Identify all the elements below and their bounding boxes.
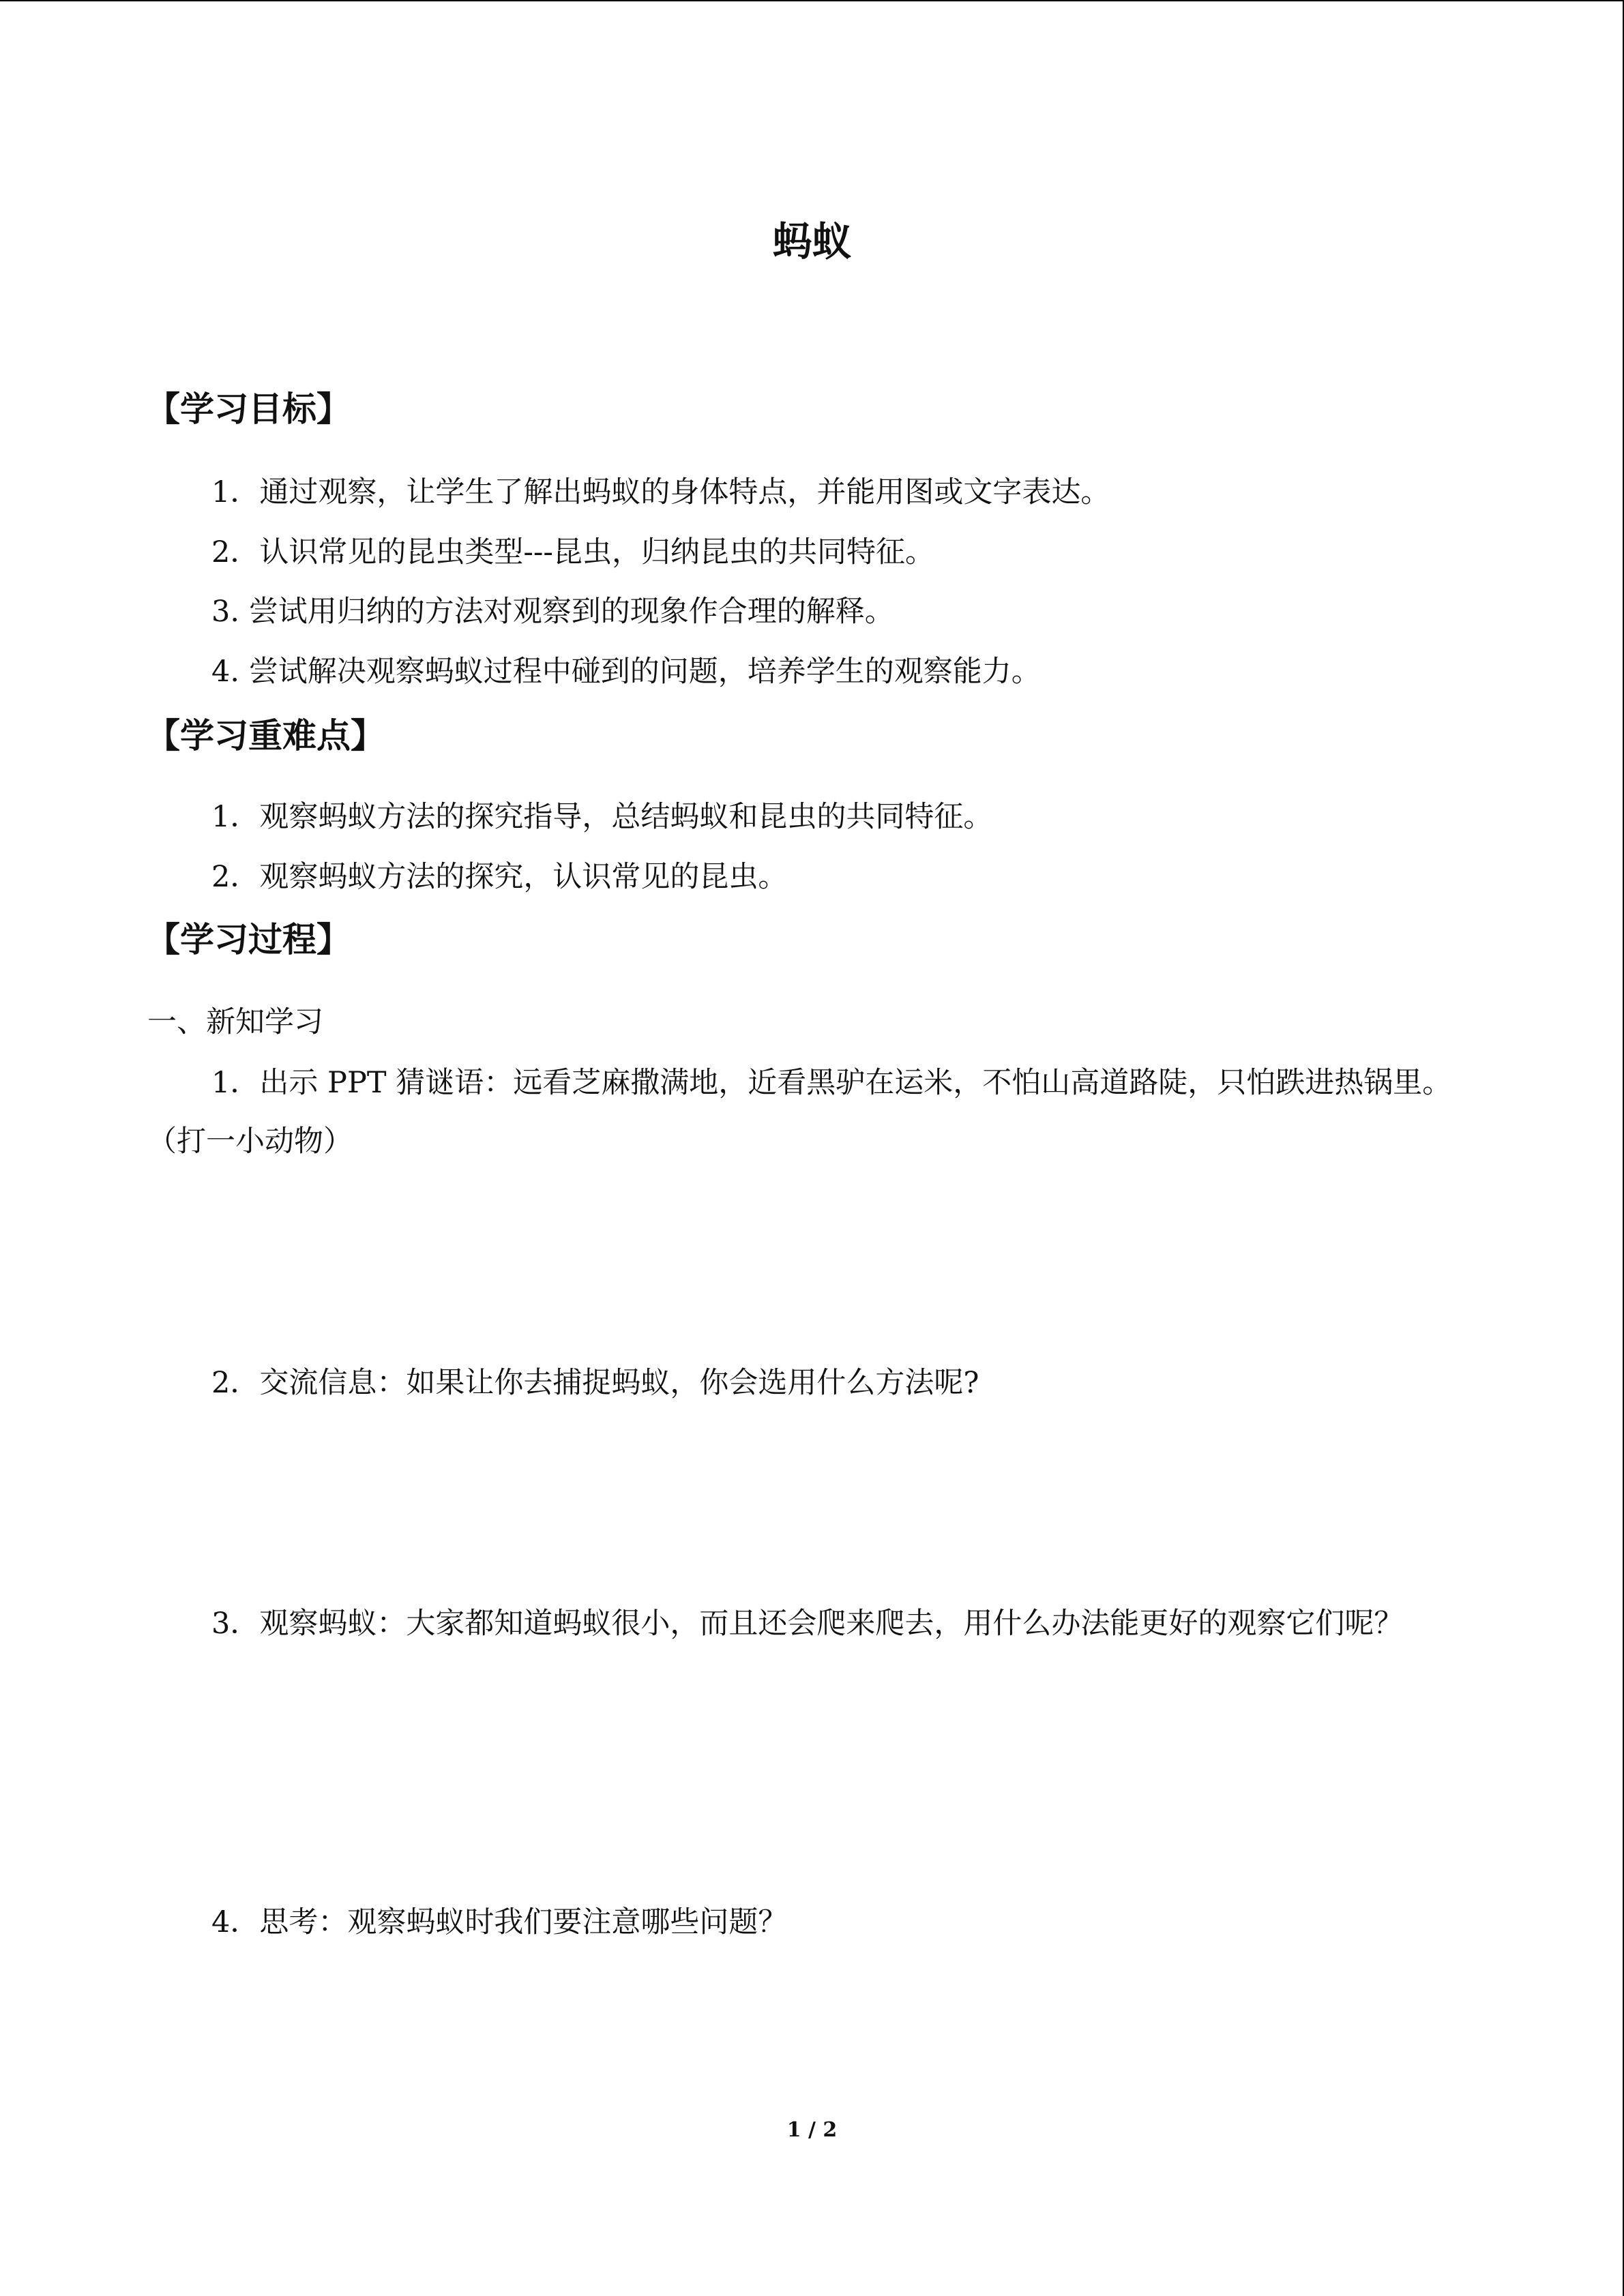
process-item-2: 2．交流信息：如果让你去捕捉蚂蚁，你会选用什么方法呢? xyxy=(211,1366,979,1400)
process-item-4: 4．思考：观察蚂蚁时我们要注意哪些问题？ xyxy=(211,1905,788,1939)
section-heading-key-points: 【学习重难点】 xyxy=(146,715,385,756)
goal-item-1: 1．通过观察，让学生了解出蚂蚁的身体特点，并能用图或文字表达。 xyxy=(211,475,1110,509)
goal-item-3: 3. 尝试用归纳的方法对观察到的现象作合理的解释。 xyxy=(211,595,894,629)
goal-item-2: 2．认识常见的昆虫类型---昆虫，归纳昆虫的共同特征。 xyxy=(211,535,934,569)
process-item-1: 1．出示 PPT 猜谜语：远看芝麻撒满地，近看黑驴在运米，不怕山高道路陡，只怕跌进热锅里。（打一小动物） xyxy=(147,1066,1452,1159)
process-item-3: 3．观察蚂蚁：大家都知道蚂蚁很小，而且还会爬来爬去，用什么办法能更好的观察它们呢？ xyxy=(211,1607,1404,1641)
page-number: 1 / 2 xyxy=(786,2118,838,2142)
process-subheading: 一、新知学习 xyxy=(147,1005,323,1039)
key-point-item-1: 1．观察蚂蚁方法的探究指导，总结蚂蚁和昆虫的共同特征。 xyxy=(211,800,993,834)
key-point-item-2: 2．观察蚂蚁方法的探究，认识常见的昆虫。 xyxy=(211,860,788,894)
section-heading-goals: 【学习目标】 xyxy=(146,389,351,429)
goal-item-4: 4. 尝试解决观察蚂蚁过程中碰到的问题，培养学生的观察能力。 xyxy=(211,655,1041,689)
document-title: 蚂蚁 xyxy=(772,218,852,265)
section-heading-process: 【学习过程】 xyxy=(146,919,351,959)
